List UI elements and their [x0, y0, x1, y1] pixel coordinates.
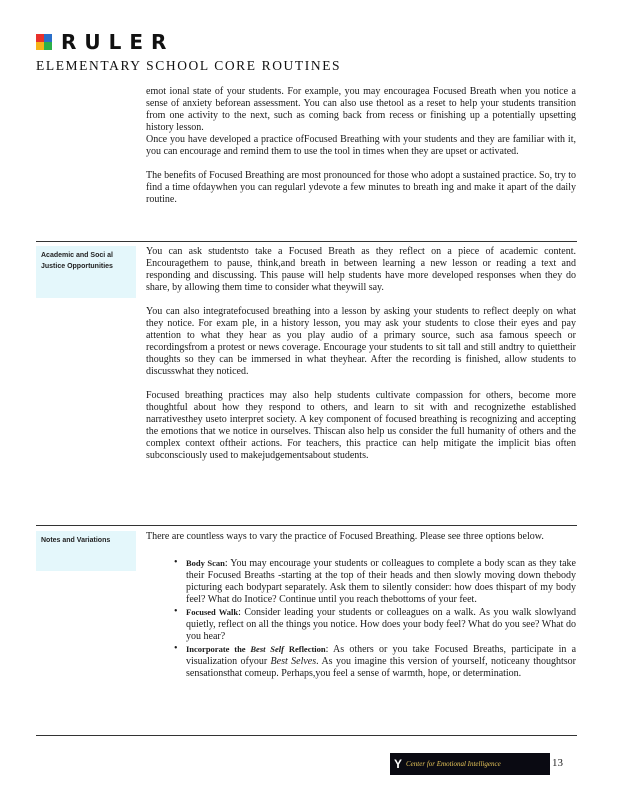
variations-list: [174, 557, 576, 680]
footer-tagline: Center for Emotional Intelligence: [406, 760, 501, 768]
notes-section-text: [146, 531, 576, 680]
intro-paragraph-3: The benefits of Focused Breathing are most pronounced for those who adopt a sustained practice. So, try to find a time ofdaywhen you can regularl ydevote a few minutes to breath ing and make it apart of the daily routine.: [146, 170, 576, 205]
footer-divider: [36, 735, 577, 736]
notes-intro: There are countless ways to vary the practice of Focused Breathing. Please see three options below.: [146, 531, 544, 542]
page-number: 13: [552, 757, 563, 769]
ruler-mark-icon: [36, 34, 52, 50]
footer-banner: [390, 753, 550, 775]
document-title: ELEMENTARY SCHOOL CORE ROUTINES: [36, 58, 342, 73]
notes-section-label-box: [36, 531, 136, 571]
logo-text: RULER: [61, 30, 175, 54]
list-item: [174, 643, 576, 680]
academic-section-label-box: [36, 246, 136, 298]
variation-term: Body Scan: [186, 558, 225, 568]
academic-section-text: [146, 246, 576, 462]
variation-term: Incorporate the Best Self Reflection: [186, 644, 326, 654]
yale-logo-icon: Y: [394, 757, 403, 771]
academic-paragraph-2: You can also integratefocused breathing into a lesson by asking your students to reflect deeply on what they notice. For exam ple, in a history lesson, you may ask your students to close their eyes and pay attention to what they hear as you play audio of a primary source, such asa famous speech or recordingsfrom a protest or news coverage. Encourage your students to sit tall and still andtry to quiettheir thoughts so they can be immersed in what theyhear. After the recording is finished, allow students to discusswhat they noticed.: [146, 306, 576, 377]
variation-text: : Consider leading your students or colleagues on a walk. As you walk slowlyand quietly, reflect on all the things you notice. How does your body feel? What do you see? What do you hear?: [186, 607, 576, 642]
section-divider-2: [36, 525, 577, 526]
variation-term: Focused Walk: [186, 607, 239, 617]
academic-paragraph-3: Focused breathing practices may also help students cultivate compassion for others, become more thoughtful about how they respond to others, and learn to sit with and recognizethe established narrativesthey useto interpret society. A key component of focused breathing is recognizing and accepting the emotions that we notice in ourselves. Thiscan also help us consider the full humanity of others and the complex context oftheir actions. For teachers, this practice can help mitigate the implicit bias often subconsciously used to makejudgementsabout students.: [146, 390, 576, 461]
ruler-logo: [36, 30, 175, 54]
intro-text: [146, 86, 576, 206]
variation-text: : You may encourage your students or colleagues to complete a body scan as they take their Focused Breaths -starting at the top of their heads and then slowly moving down thebody picturing each bodypart separately. Ask them to silently consider: how does thispart of my body feel? What do Inotice? Continue until you reach thebottoms of your feet.: [186, 558, 576, 605]
variation-text: : As others or you take Focused Breaths, participate in a visualization ofyour Best Selves. As you imagine this version of yourself, noticeany thoughtsor sensationsthat comeup. Perhaps,you feel a sense of warmth, hope, or determination.: [186, 644, 577, 679]
intro-paragraph-2: Once you have developed a practice ofFocused Breathing with your students and they are familiar with it, you can encourage and remind them to use the tool in times when they are upset or activated.: [146, 134, 576, 157]
list-item: [174, 557, 576, 606]
list-item: [174, 606, 576, 643]
academic-paragraph-1: You can ask studentsto take a Focused Breath as they reflect on a piece of academic content. Encouragethem to pause, think,and breath in between learning a new lesson or reading a text and responding and discussing. This pause will help students have more developed responses when they do share, by allowing them time to consider what theywill say.: [146, 246, 576, 293]
academic-section-label: Academic and Soci al Justice Opportunities: [41, 252, 113, 270]
intro-paragraph-1: emot ional state of your students. For example, you may encouragea Focused Breath when you notice a sense of anxiety beforean assessment. You can also use thetool as a reset to help your students transition from one activity to the next, such as coming back from recess or finishing up a potentially upsetting history lesson.: [146, 86, 576, 133]
section-divider-1: [36, 241, 577, 242]
notes-section-label: Notes and Variations: [41, 537, 111, 544]
